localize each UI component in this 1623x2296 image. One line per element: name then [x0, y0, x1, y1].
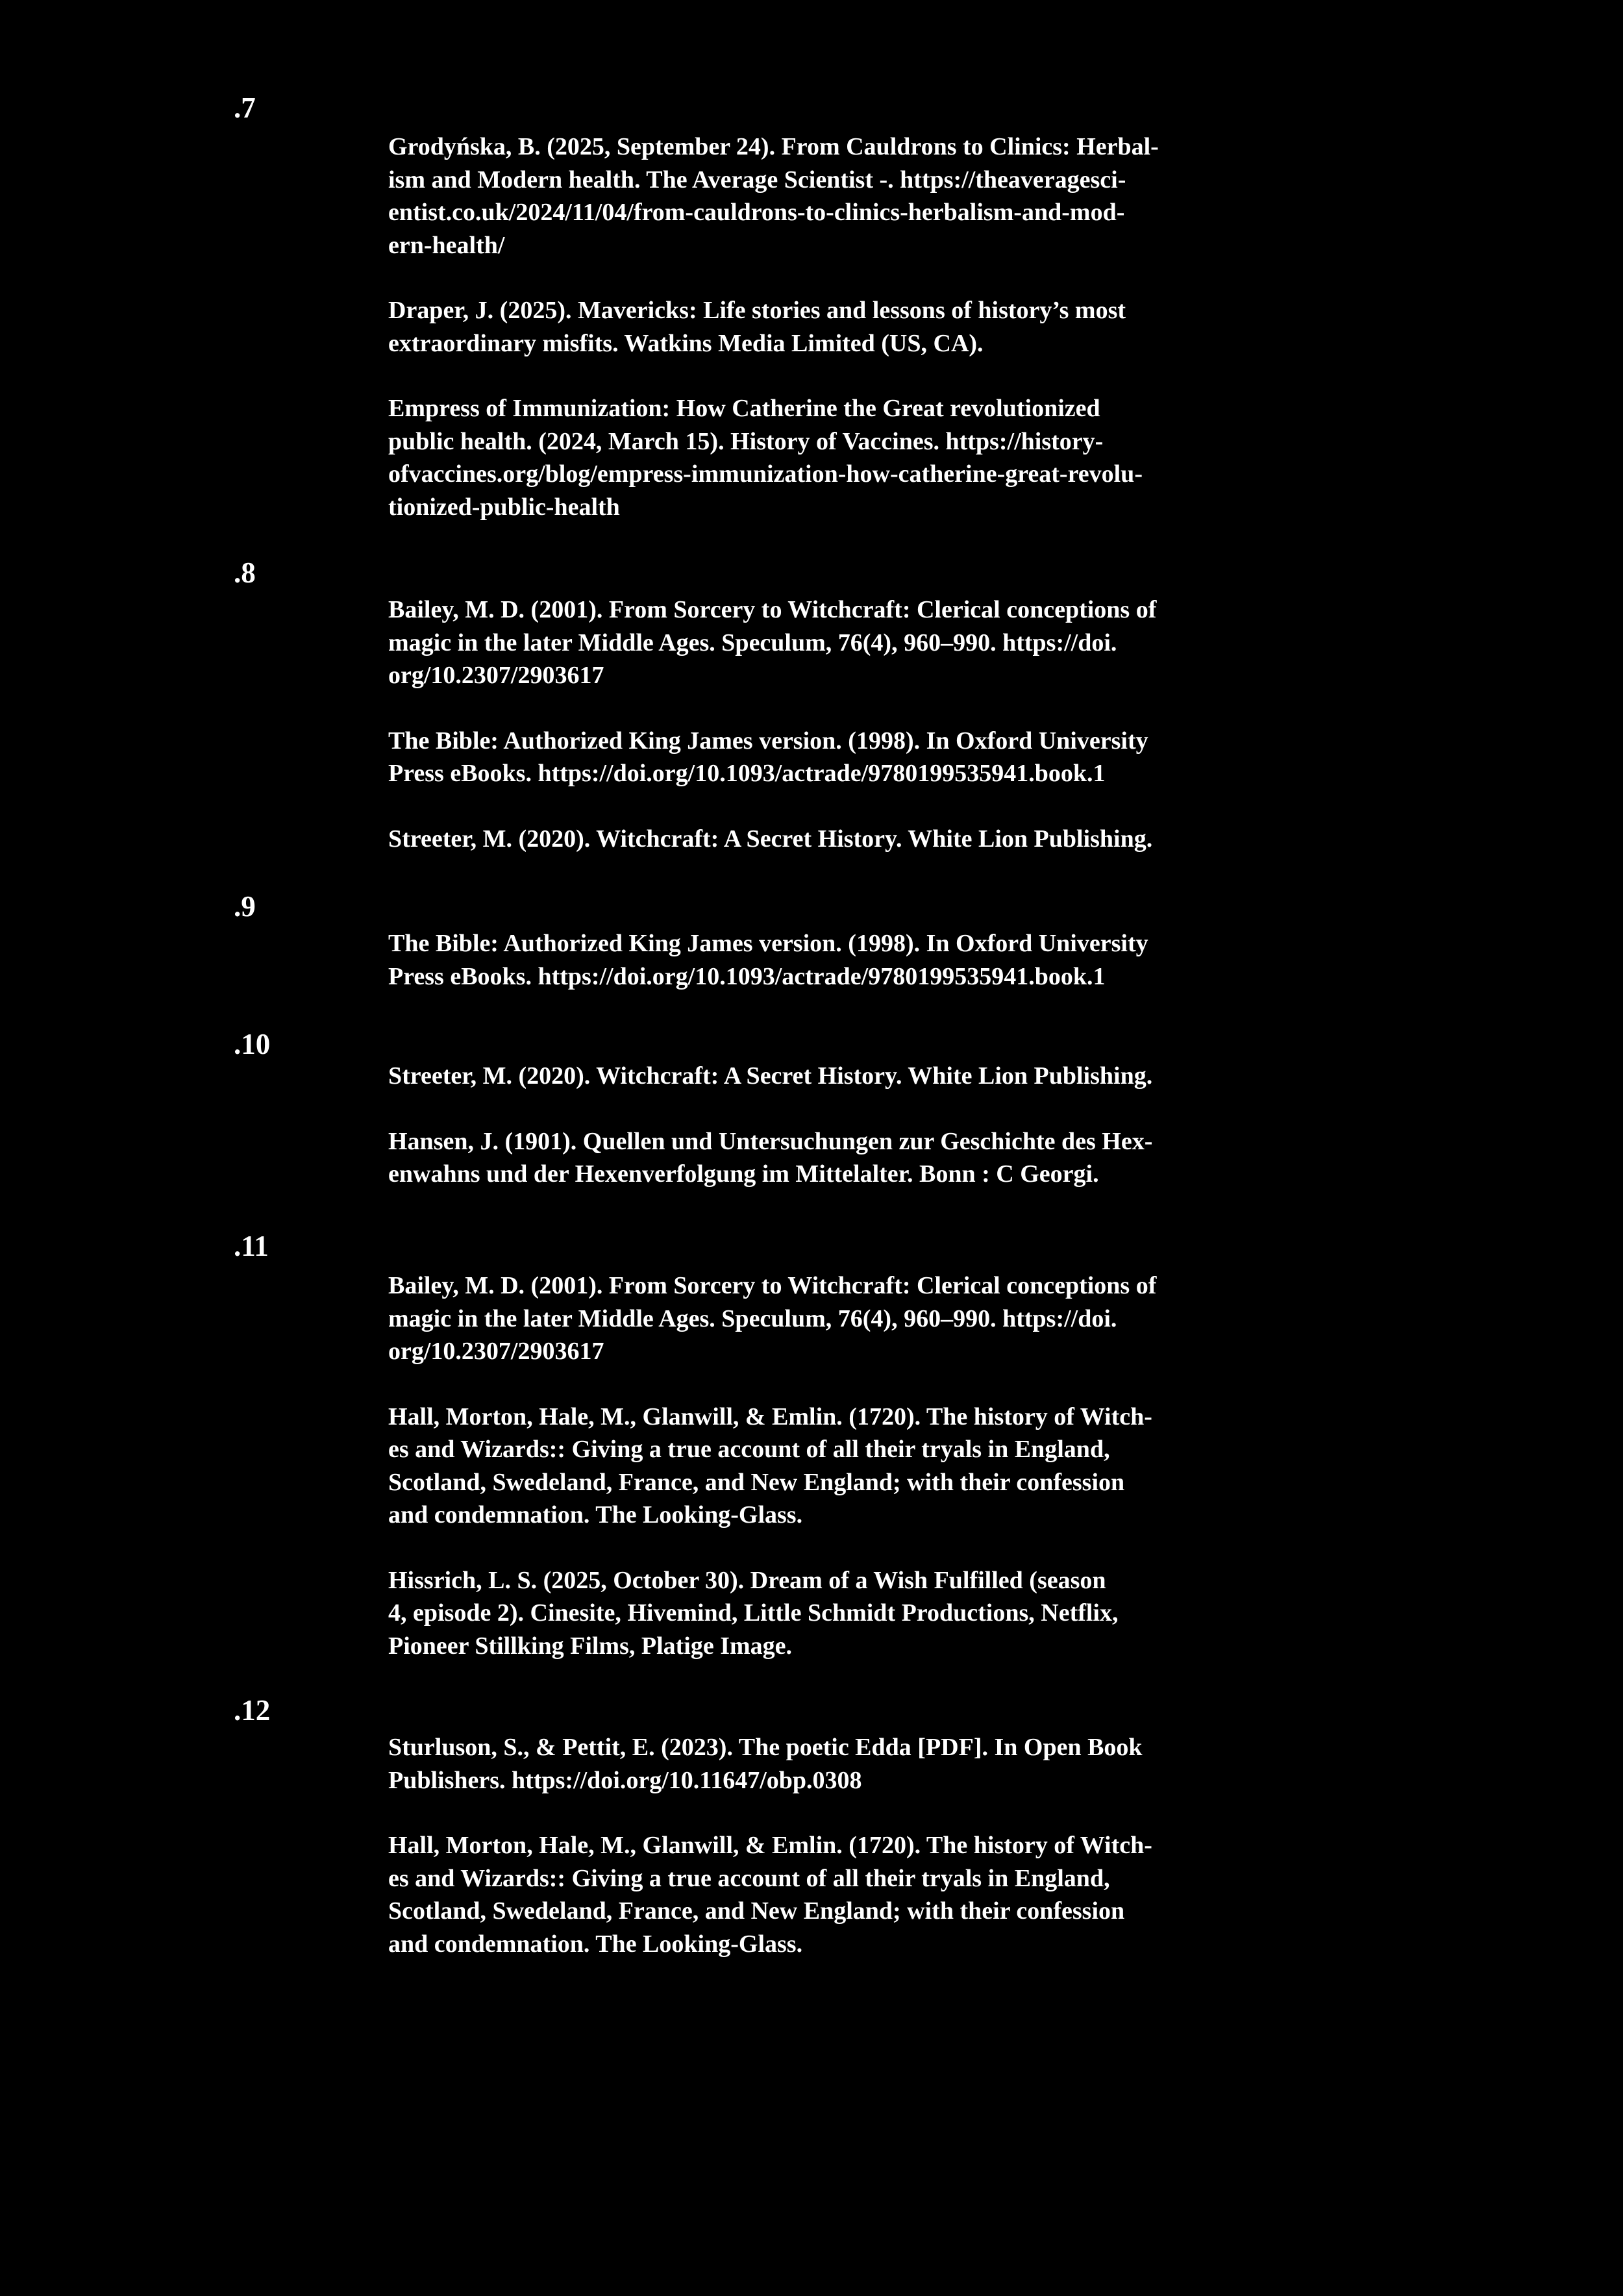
- reference-line: es and Wizards:: Giving a true account of all their tryals in England,: [388, 1436, 1110, 1463]
- reference-entry: [388, 927, 1245, 993]
- reference-line: Grodyńska, B. (2025, September 24). From Cauldrons to Clinics: Herbal-: [388, 133, 1159, 160]
- reference-entry: [388, 131, 1245, 262]
- reference-line: magic in the later Middle Ages. Speculum, 76(4), 960–990. https://doi.: [388, 1304, 1117, 1332]
- reference-line: Scotland, Swedeland, France, and New England; with their confession: [388, 1897, 1125, 1925]
- reference-line: magic in the later Middle Ages. Speculum, 76(4), 960–990. https://doi.: [388, 629, 1117, 656]
- reference-entry: [388, 1401, 1245, 1532]
- reference-entry: [388, 1060, 1245, 1093]
- reference-line: tionized-public-health: [388, 493, 620, 521]
- reference-line: public health. (2024, March 15). History of Vaccines. https://history-: [388, 427, 1104, 455]
- reference-line: 4, episode 2). Cinesite, Hivemind, Little Schmidt Productions, Netflix,: [388, 1599, 1119, 1627]
- reference-entry: [388, 1829, 1245, 1960]
- reference-line: Draper, J. (2025). Mavericks: Life stories and lessons of history’s most: [388, 297, 1126, 324]
- reference-entry: [388, 593, 1245, 692]
- reference-line: Hissrich, L. S. (2025, October 30). Dream of a Wish Fulfilled (season: [388, 1566, 1106, 1594]
- reference-list: [388, 131, 1245, 556]
- reference-line: Sturluson, S., & Pettit, E. (2023). The poetic Edda [PDF]. In Open Book: [388, 1734, 1143, 1761]
- section-number: .10: [234, 1028, 271, 1060]
- reference-line: ern-health/: [388, 231, 505, 259]
- reference-line: Bailey, M. D. (2001). From Sorcery to Witchcraft: Clerical conceptions of: [388, 1272, 1157, 1299]
- reference-list: [388, 593, 1245, 888]
- section-number: .8: [234, 556, 256, 589]
- reference-line: org/10.2307/2903617: [388, 662, 604, 689]
- reference-list: [388, 1269, 1245, 1695]
- reference-line: Pioneer Stillking Films, Platige Image.: [388, 1632, 793, 1660]
- reference-line: entist.co.uk/2024/11/04/from-cauldrons-to-clinics-herbalism-and-mod-: [388, 199, 1125, 226]
- reference-line: Press eBooks. https://doi.org/10.1093/actrade/9780199535941.book.1: [388, 962, 1106, 990]
- reference-line: Bailey, M. D. (2001). From Sorcery to Witchcraft: Clerical conceptions of: [388, 596, 1157, 623]
- reference-line: ism and Modern health. The Average Scientist -. https://theaveragesci-: [388, 166, 1126, 193]
- reference-entry: [388, 1731, 1245, 1797]
- reference-entry: [388, 823, 1245, 856]
- reference-list: [388, 1731, 1245, 1993]
- reference-line: The Bible: Authorized King James version. (1998). In Oxford University: [388, 930, 1148, 957]
- reference-entry: [388, 1269, 1245, 1368]
- section-number: .7: [234, 92, 256, 124]
- reference-line: extraordinary misfits. Watkins Media Limited (US, CA).: [388, 329, 984, 357]
- reference-line: Streeter, M. (2020). Witchcraft: A Secret History. White Lion Publishing.: [388, 825, 1153, 853]
- reference-line: Hall, Morton, Hale, M., Glanwill, & Emlin. (1720). The history of Witch-: [388, 1832, 1152, 1859]
- reference-line: org/10.2307/2903617: [388, 1338, 604, 1365]
- reference-line: Scotland, Swedeland, France, and New England; with their confession: [388, 1468, 1125, 1496]
- reference-entry: [388, 1125, 1245, 1191]
- reference-entry: [388, 1564, 1245, 1663]
- reference-line: ofvaccines.org/blog/empress-immunization-how-catherine-great-revolu-: [388, 460, 1143, 488]
- section-number: .12: [234, 1694, 271, 1727]
- reference-list: [388, 1060, 1245, 1223]
- section-number: .9: [234, 890, 256, 923]
- reference-entry: [388, 725, 1245, 790]
- reference-line: es and Wizards:: Giving a true account of all their tryals in England,: [388, 1864, 1110, 1892]
- reference-line: and condemnation. The Looking-Glass.: [388, 1930, 803, 1958]
- reference-list: [388, 927, 1245, 1025]
- section-number: .11: [234, 1230, 269, 1262]
- reference-line: The Bible: Authorized King James version. (1998). In Oxford University: [388, 727, 1148, 755]
- reference-line: enwahns und der Hexenverfolgung im Mittelalter. Bonn : C Georgi.: [388, 1160, 1099, 1188]
- reference-line: Press eBooks. https://doi.org/10.1093/actrade/9780199535941.book.1: [388, 760, 1106, 787]
- reference-line: Empress of Immunization: How Catherine the Great revolutionized: [388, 395, 1100, 422]
- reference-entry: [388, 294, 1245, 360]
- reference-line: Publishers. https://doi.org/10.11647/obp.0308: [388, 1766, 862, 1794]
- reference-line: and condemnation. The Looking-Glass.: [388, 1501, 803, 1529]
- reference-line: Hall, Morton, Hale, M., Glanwill, & Emlin. (1720). The history of Witch-: [388, 1403, 1152, 1430]
- reference-line: Hansen, J. (1901). Quellen und Untersuchungen zur Geschichte des Hex-: [388, 1127, 1153, 1155]
- reference-entry: [388, 392, 1245, 523]
- reference-line: Streeter, M. (2020). Witchcraft: A Secret History. White Lion Publishing.: [388, 1062, 1153, 1090]
